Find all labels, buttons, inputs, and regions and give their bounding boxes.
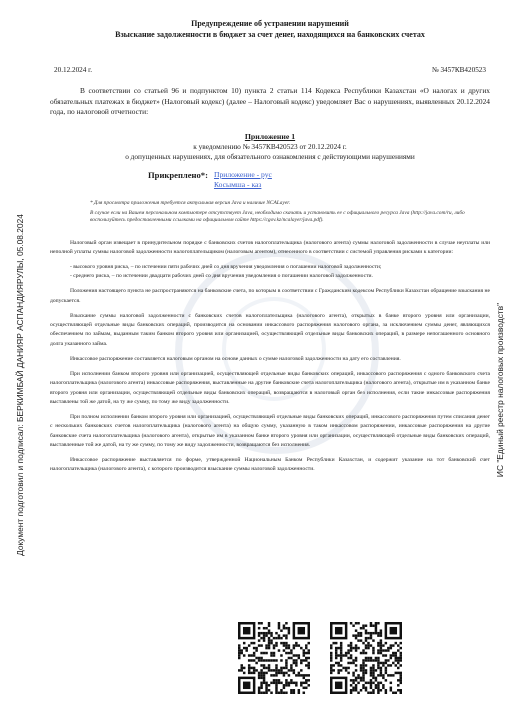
document-title <box>50 18 490 40</box>
document-number: № 3457КВ420523 <box>431 66 486 74</box>
attachment-link-ru[interactable]: Приложение - рус <box>213 169 272 179</box>
body-text <box>50 239 490 475</box>
attach-links <box>214 170 272 190</box>
attachments <box>148 170 490 190</box>
title-line-1: Предупреждение об устранении нарушений <box>191 19 349 28</box>
document-date: 20.12.2024 г. <box>54 66 93 74</box>
signer-side-label: Документ подготовил и подписал: БЕРКИМБАЙ ДАНИЯР АСПАНДИЯРУЛЫ, 05.08.2024 <box>15 214 25 556</box>
appendix-line-2: о допущенных нарушениях, для обязательного ознакомления с действующими нарушениями <box>125 151 415 161</box>
appendix-line-1: к уведомлению № 3457КВ420523 от 20.12.2024 г. <box>193 141 347 151</box>
body-paragraph: Инкассовое распоряжение составляется налоговым органом на основе данных о сумме налоговой задолженности на дату его составления. <box>70 355 401 362</box>
title-line-2: Взыскание задолженности в бюджет за счет денег, находящихся на банковских счетах <box>115 30 425 39</box>
note-line-1: * Для просмотра приложения требуется актуальная версия Java и наличие NCALayer. <box>90 199 291 206</box>
body-paragraph: Налоговый орган извещает в принудительном порядке с банковских счетов налогоплательщика (налогового агента) суммы налоговой задолженности в случае неуплаты или неполной уплаты суммы налоговой задолженности налогоплательщиком (налоговым агентом), отнесенного в соответствии с системой управления рисками к категории: <box>50 239 490 256</box>
attach-label: Прикреплено*: <box>148 169 208 180</box>
java-note <box>90 200 470 225</box>
appendix-block <box>50 132 490 162</box>
registry-side-label: ИС "Единый реестр налоговых производств" <box>495 302 505 478</box>
body-paragraph: При исполнении банком второго уровня или организацией, осуществляющей отдельные виды банковских операций, инкассового распоряжения с одного банковского счета налогоплательщика (налогового агента) инкассовые распоряжения, выставленные на другие банковские счета налогоплательщика (налогового агента), открытые им в указанном банке второго уровня или организации, осуществляющей отдельные виды банковских операций, возвращаются в налоговый орган без исполнения, если такие инкассовые распоряжения выставлены той же датой, на ту же сумму, по тому же виду задолженности. <box>50 370 490 405</box>
note-line-2: В случае если на Вашем персональном компьютере отсутствует Java, необходимо скачать и установить ее с официального ресурса Java (http://java.com/ru, либо воспользуйтесь предоставленными ссылками на официальном сайте https://cgov.kz/ncalayer/java.pdf). <box>90 209 465 224</box>
qr-code-icon <box>330 622 402 694</box>
body-paragraph: - высокого уровня риска, – по истечении пяти рабочих дней со дня вручения уведомления о погашении налоговой задолженности; <box>70 264 382 271</box>
qr-code-icon <box>238 622 310 694</box>
appendix-title: Приложение 1 <box>244 131 296 141</box>
body-paragraph: Взыскание суммы налоговой задолженности с банковских счетов налогоплательщика (налогового агента), открытых в банке второго уровня или организации, осуществляющей отдельные виды банковских операций, производится на основании инкассового распоряжения налогового органа, за исключением суммы денег, являющихся обеспечением по займам, выданным таким банком второго уровня или организацией, осуществляющей отдельные виды банковских операций, в размере непогашенного основного долга указанного займа. <box>50 312 490 347</box>
body-paragraph: Инкассовое распоряжение выставляется по форме, утвержденной Национальным Банком Республики Казахстан, и содержит указание на тот банковский счет налогоплательщика (налогового агента), с которого производится взыскание суммы налоговой задолженности. <box>50 456 490 473</box>
body-paragraph: При полном исполнении банком второго уровня или организацией, осуществляющей отдельные виды банковских операций, инкассового распоряжения путем списания денег с нескольких банковских счетов налогоплательщика (налогового агента) на общую сумму, указанную в таком инкассовом распоряжении, инкассовые распоряжения на другие банковские счета налогоплательщика (налогового агента), открытые им в указанном банке второго уровня или организации, осуществляющей отдельные виды банковских операций, выставленные той же датой, на ту же сумму, по тому же виду задолженности, возвращаются без исполнения. <box>50 413 490 449</box>
document-content <box>50 18 490 480</box>
intro-paragraph: В соответствии со статьей 96 и подпунктом 10) пункта 2 статьи 114 Кодекса Республики Казахстан «О налогах и других обязательных платежах в бюджет» (Налоговый кодекс) (далее – Налоговый кодекс) уведомляет Вас о нарушениях, выявленных 20.12.2024 года, по налоговой отчетности: <box>50 86 490 116</box>
body-paragraph: - среднего риска, – по истечении двадцати рабочих дней со дня вручения уведомления о погашении налоговой задолженности. <box>70 273 373 280</box>
body-paragraph: Положения настоящего пункта не распространяются на банковские счета, по которым в соответствии с Гражданским кодексом Республики Казахстан обращение взыскания не допускается. <box>50 288 490 304</box>
attachment-link-kz[interactable]: Косымша - каз <box>213 179 262 189</box>
date-number-row <box>50 66 490 74</box>
qr-codes <box>238 622 402 694</box>
